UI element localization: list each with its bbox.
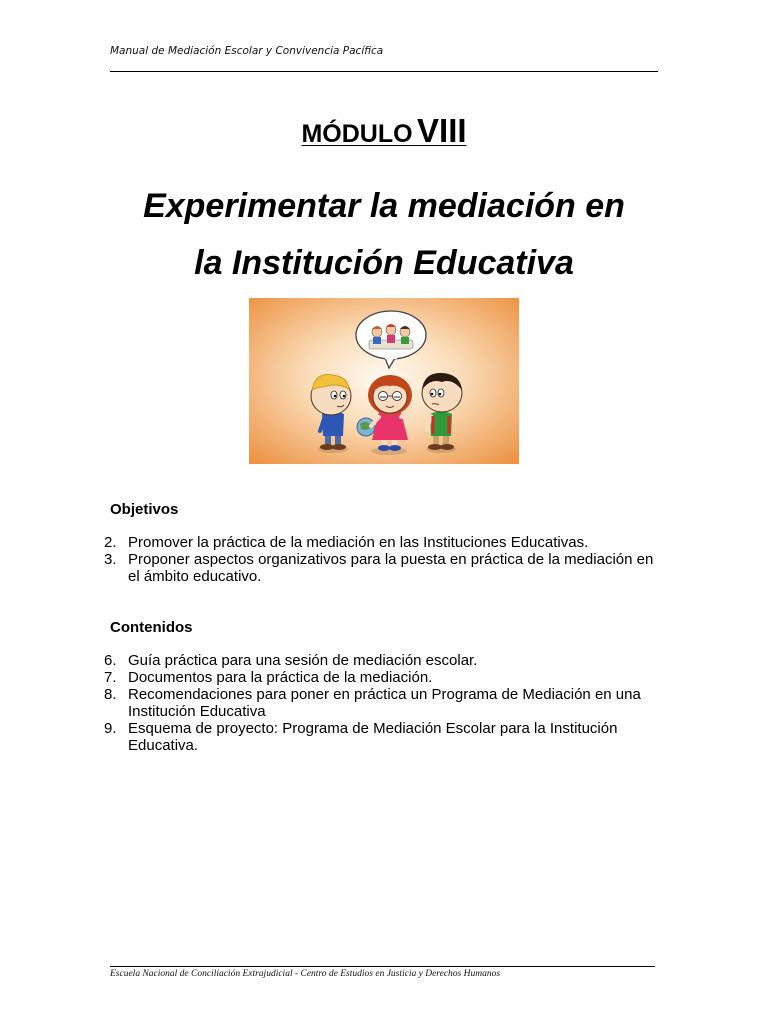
item-text: Recomendaciones para poner en práctica un Programa de Mediación en una Institución Educativa <box>128 686 641 720</box>
item-number: 9. <box>104 720 117 737</box>
objectives-list <box>104 534 664 585</box>
objectives-heading: Objetivos <box>110 501 179 518</box>
list-item <box>104 720 664 754</box>
module-word: MÓDULO <box>301 120 413 148</box>
title-line-2: la Institución Educativa <box>194 244 574 282</box>
mediation-illustration <box>249 298 519 464</box>
list-item <box>104 686 664 720</box>
item-number: 3. <box>104 551 117 568</box>
list-item <box>104 551 664 585</box>
item-text: Documentos para la práctica de la mediación. <box>128 669 433 686</box>
item-number: 6. <box>104 652 117 669</box>
module-main-title <box>0 178 768 292</box>
item-text: Promover la práctica de la mediación en las Instituciones Educativas. <box>128 534 589 551</box>
contents-heading: Contenidos <box>110 619 193 636</box>
title-line-1: Experimentar la mediación en <box>143 187 625 225</box>
footer-rule <box>110 966 655 967</box>
list-item <box>104 652 664 669</box>
item-text: Guía práctica para una sesión de mediación escolar. <box>128 652 478 669</box>
list-item <box>104 669 664 686</box>
item-number: 8. <box>104 686 117 703</box>
module-title <box>0 112 768 150</box>
item-text: Esquema de proyecto: Programa de Mediación Escolar para la Institución Educativa. <box>128 720 618 754</box>
running-footer: Escuela Nacional de Conciliación Extrajudicial - Centro de Estudios en Justicia y Derechos Humanos <box>110 969 501 979</box>
item-text: Proponer aspectos organizativos para la puesta en práctica de la mediación en el ámbito educativo. <box>128 551 654 585</box>
item-number: 2. <box>104 534 117 551</box>
contents-list <box>104 652 664 754</box>
running-header: Manual de Mediación Escolar y Convivencia Pacífica <box>110 45 384 57</box>
list-item <box>104 534 664 551</box>
header-rule <box>110 71 658 72</box>
item-number: 7. <box>104 669 117 686</box>
module-number: VIII <box>417 112 467 149</box>
